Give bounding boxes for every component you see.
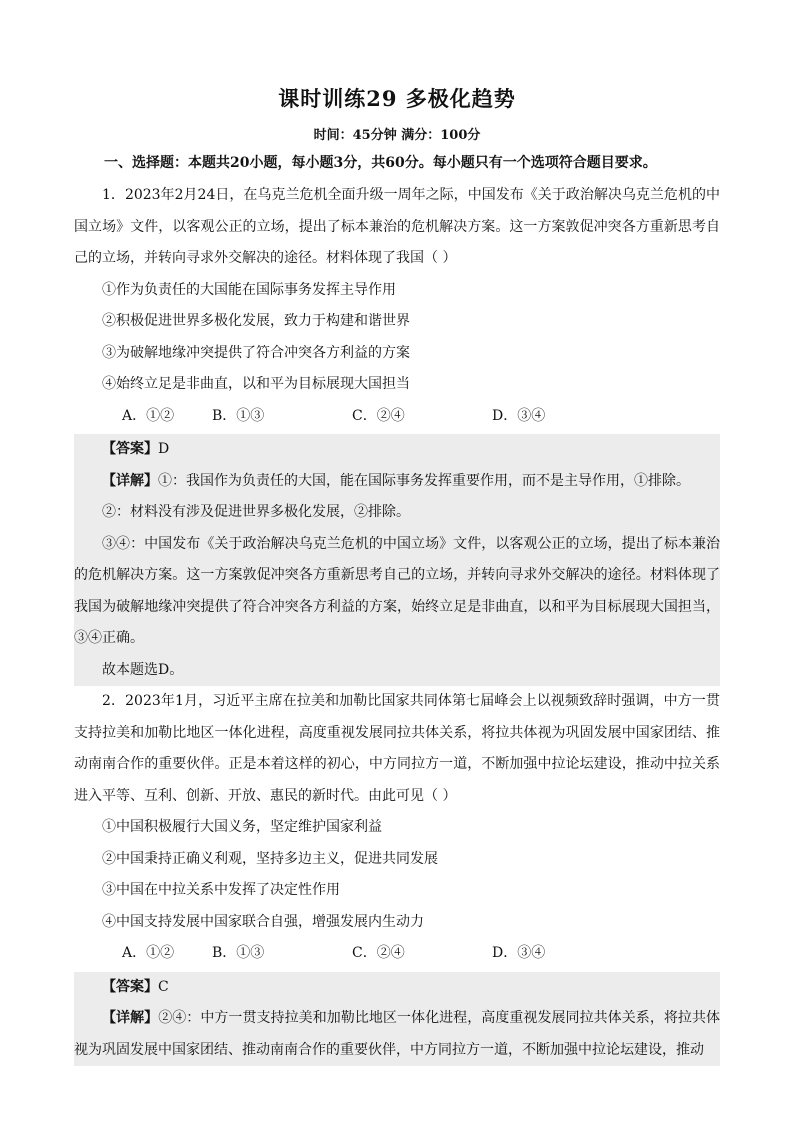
question-1-detail-line: 故本题选D。 [102,661,184,678]
detail-label: 【详解】 [102,1010,159,1026]
question-1-option-1: ①作为负责任的大国能在国际事务发挥主导作用 [102,281,396,298]
question-1-detail-line: ②：材料没有涉及促进世界多极化发展，②排除。 [102,504,410,520]
question-2-option-2: ②中国秉持正确义利观，坚持多边主义，促进共同发展 [102,850,438,867]
question-1-option-4: ④始终立足是非曲直，以和平为目标展现大国担当 [102,376,410,392]
question-2-stem: 2．2023年1月，习近平主席在拉美和加勒比国家共同体第七届峰会上以视频致辞时强调，中方一贯支持拉美和加勒比地区一体化进程，高度重视发展同拉共体关系，将拉共体视为巩固发展中国家团结、推动南南合作的重要伙伴。正是本着这样的初心，中方同拉方一道，不断加强中拉论坛建设，推动中拉关系进入平等、互利、创新、开放、惠民的新时代。由此可见（ ） [74,693,720,804]
question-2 [74,686,720,970]
question-2-option-1: ①中国积极履行大国义务，坚定维护国家利益 [102,819,382,835]
answer-value: C [158,978,169,995]
question-1 [74,180,720,432]
question-2-option-4: ④中国支持发展中国家联合自强，增强发展内生动力 [102,913,424,930]
section-instruction: 一、选择题：本题共20小题，每小题3分，共60分。每小题只有一个选项符合题目要求。 [104,155,657,171]
question-2-choices [74,938,720,970]
choice-c: C．②④ [352,407,405,424]
choice-b: B．①③ [212,945,265,961]
choice-b: B．①③ [212,407,265,424]
choice-d: D．③④ [492,945,546,961]
question-1-detail-line: ③④：中国发布《关于政治解决乌克兰危机的中国立场》文件，以客观公正的立场，提出了标本兼治的危机解决方案。这一方案敦促冲突各方重新思考自己的立场，并转向寻求外交解决的途径。材料体现了我国为破解地缘冲突提供了符合冲突各方利益的方案，始终立足是非曲直，以和平为目标展现大国担当，③④正确。 [74,535,720,646]
choice-a: A．①② [122,945,175,961]
page-title: 课时训练29 多极化趋势 [278,86,516,111]
question-1-answer-box [74,434,720,686]
choice-c: C．②④ [352,945,405,961]
answer-value: D [158,441,170,457]
question-2-answer [74,972,720,1004]
choice-d: D．③④ [492,407,546,424]
question-1-detail-first [74,466,720,498]
question-1-option-2: ②积极促进世界多极化发展，致力于构建和谐世界 [102,313,410,329]
question-1-answer [74,434,720,466]
question-1-option-3: ③为破解地缘冲突提供了符合冲突各方利益的方案 [102,344,410,361]
detail-text: ①：我国作为负责任的大国，能在国际事务发挥重要作用，而不是主导作用，①排除。 [158,472,690,489]
detail-text: ②④：中方一贯支持拉美和加勒比地区一体化进程，高度重视发展同拉共体关系，将拉共体视为巩固发展中国家团结、推动南南合作的重要伙伴，中方同拉方一道，不断加强中拉论坛建设，推动 [74,1010,720,1058]
question-1-stem: 1．2023年2月24日，在乌克兰危机全面升级一周年之际，中国发布《关于政治解决乌克兰危机的中国立场》文件，以客观公正的立场，提出了标本兼治的危机解决方案。这一方案敦促冲突各方重新思考自己的立场，并转向寻求外交解决的途径。材料体现了我国（ ） [74,187,720,266]
questions-container [74,180,720,1066]
question-2-answer-box [74,972,720,1067]
choice-a: A．①② [122,407,175,424]
detail-label: 【详解】 [102,472,158,489]
question-2-option-3: ③中国在中拉关系中发挥了决定性作用 [102,882,340,898]
time-score-info: 时间：45分钟 满分：100分 [313,128,481,143]
question-1-choices [74,401,720,433]
answer-label: 【答案】 [102,441,158,457]
question-2-detail-first [74,1003,720,1066]
answer-label: 【答案】 [102,978,158,995]
